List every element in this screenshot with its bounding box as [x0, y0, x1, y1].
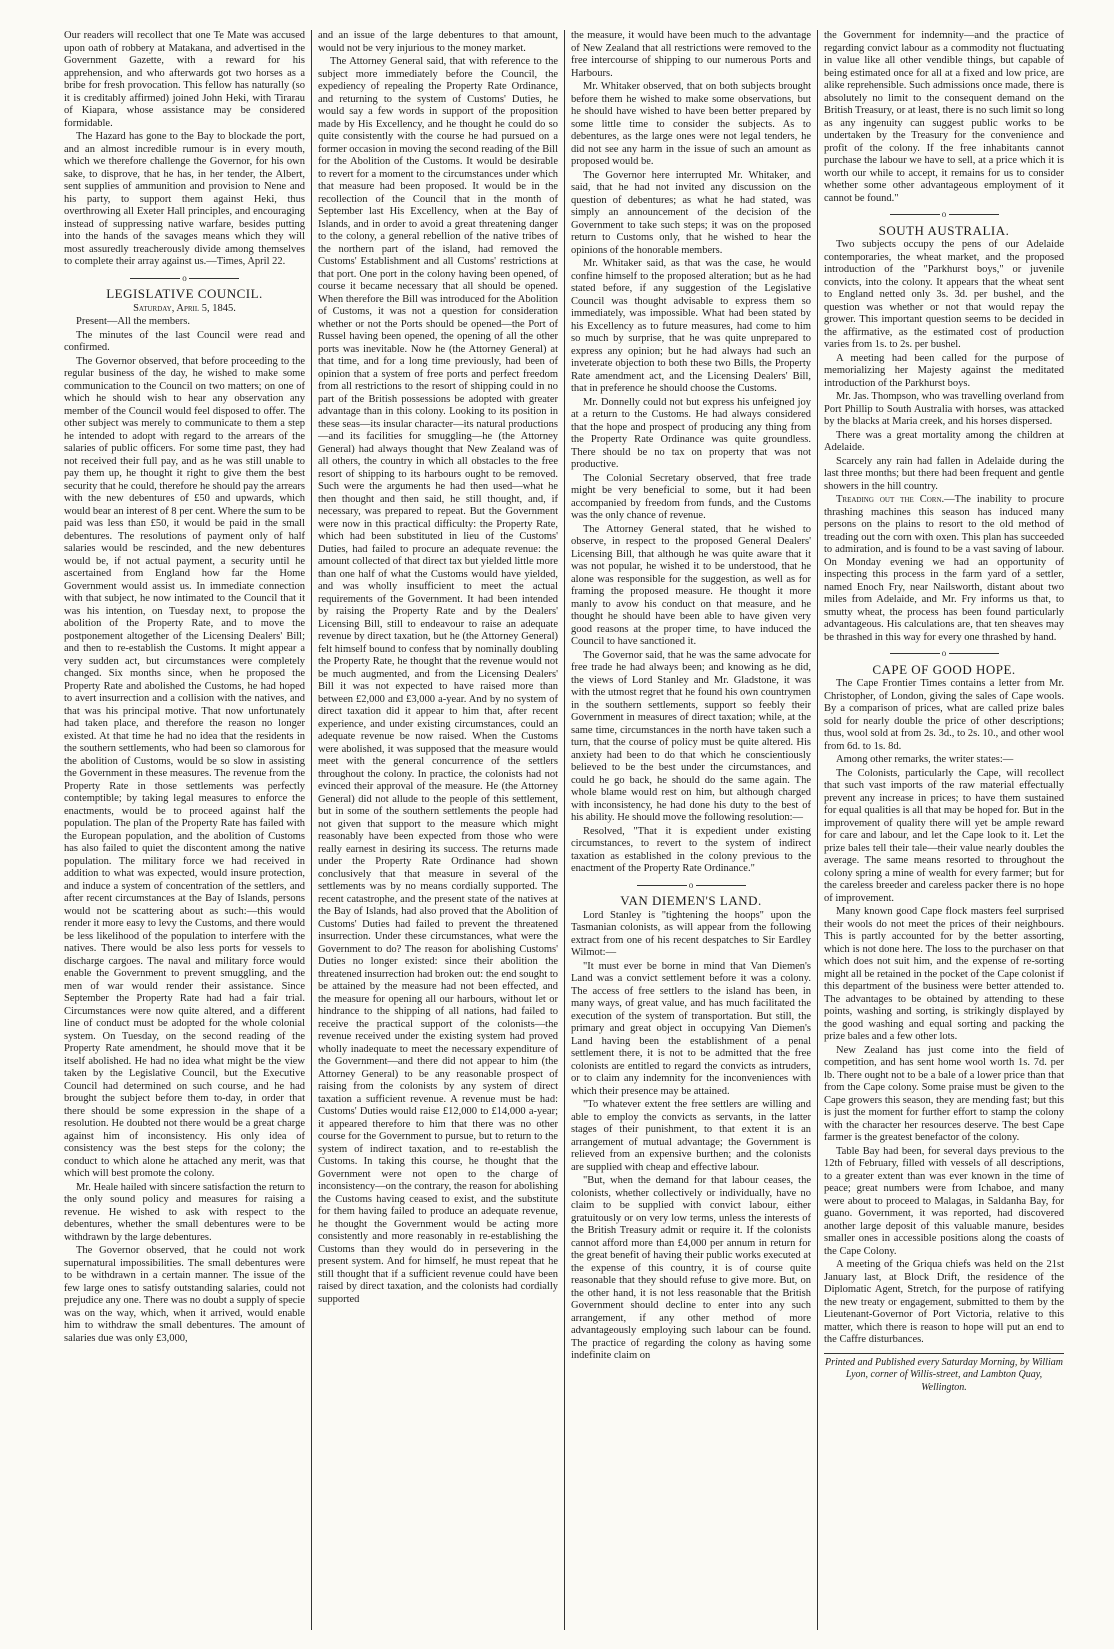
paragraph: The Attorney General said, that with reference to the subject more immediately before the Council, the expediency of repealing the Property Rate Ordinance, and returning to the system of Customs' Duties, he would say a few words in support of the proposition made by His Excellency, and he thought he could do so quite consistently with the course he had pursued on a former occasion in moving the second reading of the Bill for the Abolition of the Customs. It would be desirable to revert for a moment to the circumstances under which that measure had been proposed. It would be in the recollection of the Council that in the month of September last His Excellency, when at the Bay of Islands, and in order to avoid a great threatening danger to the colony, a general rebellion of the native tribes of the northern part of the island, had removed the Customs' Establishment and all Customs' restrictions at that port. One port in the colony having been opened, of course it became necessary that all should be opened. When therefore the Bill was introduced for the Abolition of Customs, it was not a question for consideration whether or not the Ports should be opened—the Port of Russel having been opened, the opening of all the other ports was inevitable. Now he (the Attorney General) at that time, and for a long time previously, had been of opinion that a system of free ports and perfect freedom from all restrictions to the resort of shipping could in no part of the British possessions be adopted with greater advantage than in this colony. Looking to its position in these seas—its insular character—its natural productions—and its facilities for smuggling—he (the Attorney General) had always thought that New Zealand was of all others, the country in which all obstacles to the free resort of shipping to its harbours ought to be removed. Such were the arguments he had then used—what he then thought and then said, he still thought, and, if necessary, was prepared to repeat. But the Government were now in this practical difficulty: the Property Rate, which had been substituted in lieu of the Customs' Duties, had failed to procure an adequate revenue: the amount collected of that direct tax but yielded little more than one half of what the Customs would have yielded, and was wholly insufficient to meet the actual requirements of the Government. It had been intended by raising the Property Rate and by the Dealers' Licensing Bill, still to endeavour to raise an adequate revenue by direct taxation, but he (the Attorney General) felt himself bound to confess that by nominally doubling the Property Rate, he thought that the revenue would not be much augmented, and from the Licensing Dealers' Bill it was not expected to have raised more than between £2,000 and £3,000 a-year. And by no system of direct taxation did it appear to him that, after recent experience, and under existing circumstances, could an adequate revenue be now raised. When the Customs were abolished, it was supposed that the measure would meet with the general concurrence of the settlers throughout the colony. In practice, the colonists had not evinced their approval of the measure. He (the Attorney General) did not allude to the people of this settlement, but in some of the southern settlements the people had not given that support to the measure which might reasonably have been expected from those who were really earnest in desiring its success. The returns made under the Property Rate Ordinance had shown conclusively that that measure in several of the settlements was by no means cordially supported. The recent catastrophe, and the present state of the natives at the Bay of Islands, had also proved that the Abolition of Customs' Duties had failed to prevent the threatened insurrection. Under these circumstances, what were the Government to do? The reason for abolishing Customs' Duties no longer existed: since their abolition the threatened insurrection had broken out: the end sought to be attained by the measure had not been effected, and the measure for opening all our harbours, without let or hindrance to the shipping of all nations, had failed to receive the practical support of the colonists—the revenue received under the existing system had proved wholly inadequate to meet the necessary expenditure of the Government—and there did not appear to him (the Attorney General) to be any reasonable prospect of raising from the colonists by any system of direct taxation a sufficient revenue. A revenue must be had: Customs' Duties would raise £12,000 to £14,000 a-year; it appeared therefore to him that there was no other course for the Government to pursue, but to return to the system of indirect taxation, and to re-establish the Customs. In taking this course, he thought that the Government were not open to the charge of inconsistency—on the contrary, the reason for abolishing the Customs having ceased to exist, and the substitute for them having failed to produce an adequate revenue, he thought the Government would be acting more consistently and more reasonably in re-establishing the Customs than they would do in persevering in the present system. And for himself, he must repeat that he still thought that if a sufficient revenue could have been raised by direct taxation, and the colonists had cordially supported — [318, 56, 558, 1305]
paragraph: The Attorney General stated, that he wished to observe, in respect to the proposed General Dealers' Licensing Bill, that although he was quite aware that it was not popular, he wished it to be understood, that he alone was responsible for the suggestion, as well as for framing the proposed measure. He thought it more manly to avow his conduct on that measure, and he thought he should have been able to have given very good reasons at the proper time, to have induced the Council to have sanctioned it. — [571, 523, 811, 647]
section-heading: CAPE OF GOOD HOPE. — [872, 661, 1016, 677]
paragraph: Lord Stanley is "tightening the hoops" upon the Tasmanian colonists, as will appear from the following extract from one of his recent despatches to Sir Eardley Wilmot:— — [571, 909, 811, 958]
paragraph — [824, 494, 1064, 644]
section-heading: SOUTH AUSTRALIA. — [878, 222, 1010, 238]
paragraph: the Government for indemnity—and the practice of regarding convict labour as a commodity not fluctuating in value like all other vendible things, but capable of being estimated once for all at a fixed and low price, are alike reprehensible. Such admissions once made, there is absolutely no limit to the consequent demand on the British Treasury, or at least, there is no such limit so long as any ingenuity can suggest public works to be undertaken by the Treasury for the convenience and profit of the colony. If the free inhabitants cannot purchase the labour we have to sell, at a price which it is worth our while to accept, it remains for us to consider whether some other advantageous employment of it cannot be found." — [824, 30, 1064, 204]
paragraph: Mr. Whitaker said, as that was the case, he would confine himself to the proposed alteration; but as he had stated before, if any suggestion of the Legislative Council was thought advisable to express them so immediately, was impossible. What had been stated by his Excellency as to future measures, had come to him so much by surprise, that he was quite unprepared to express any opinion; but he had always had such an inveterate objection to both these two Bills, the Property Rate amendment act, and the Licensing Dealers' Bill, that in preference he should choose the Customs. — [571, 258, 811, 394]
paragraph: the measure, it would have been much to the advantage of New Zealand that all restrictions were removed to the free intercourse of shipping to our numerous Ports and Harbours. — [571, 30, 811, 79]
newspaper-page — [58, 30, 1070, 1630]
section-divider: o — [64, 272, 305, 285]
paragraph: The Governor observed, that before proceeding to the regular business of the day, he wished to make some communication to the Council on two matters; on one of which he should wish to hear any observation any member of the Council would feel disposed to offer. The other subject was merely to communicate to them a step he intended to adopt with regard to the arrears of the salaries of public officers. For some time past, they had not received their full pay, and as he was still unable to pay them up, he thought it right to give them the best security that he could, therefore he should pay the arrears with the new debentures of £50 and upwards, which would bear an interest of 8 per cent. Where the sum to be paid was less than £50, it would be paid in the small debentures. The resolutions of payment only of half salaries would be rescinded, and the new debentures would be, if not actual payment, a security until he ascertained from England how far the Home Government would assist us. In immediate connection with that subject, he now intimated to the Council that it was his intention, on Tuesday next, to propose the abolition of the Property Rate, and to move the postponement altogether of the Licensing Dealers' Bill; and then to re-establish the Customs. It might appear a very sudden act, but circumstances were completely changed. Six months since, when he proposed the Property Rate and abolished the Customs, he had hoped to avert insurrection and a collision with the natives, and that was his principal motive. That now unfortunately had taken place, and therefore the reason no longer existed. At that time he had no idea that the residents in the southern settlements, who had been so clamorous for the abolition of Customs, would be so slow in assisting the Government in these measures. The revenue from the Property Rate in those settlements was perfectly contemptible; by taking legal measures to enforce the enactments, would be to proceed against half the population. The plan of the Property Rate has failed with the European population, and the abolition of Customs has also failed to quiet the discontent among the native population. The military force we had received in addition to what was expected, would insure protection, and induce a system of concentration of the settlers, and after recent circumstances at the Bay of Islands, persons would not be scattering about as such:—this would render it more easy to levy the Customs, and there would be less likelihood of the population to interfere with the natives. There would be also less ports for vessels to discharge cargoes. The naval and military force would enable the Government to prevent smuggling, and the men of war would render their assistance. Since September the Property Rate had had a fair trial. Circumstances were now quite altered, and a different line of conduct must be adopted for the whole colonial system. On Tuesday, on the second reading of the Property Rate amendment, he should move that it be itself abolished. He had no idea what might be the view taken by the Legislative Council, but the Executive Council had determined on such course, and he had brought the subject before them to-day, in order that there should be some expression in the shape of a resolution. He doubted not there would be a great charge against him of inconsistency. His only idea of consistency was the best steps for the colony; the conduct to which alone he attached any merit, was that which will best promote the colony. — [64, 355, 305, 1179]
paragraph: Two subjects occupy the pens of our Adelaide contemporaries, the wheat market, and the proposed introduction of the "Parkhurst boys," or juvenile convicts, into the colony. It appears that the wheat sent to England netted only 3s. 3d. per bushel, and the question was whether or not that would repay the grower. This important question seems to be decided in the affirmative, as the estimated cost of production varies from 1s. to 2s. per bushel. — [824, 239, 1064, 350]
paragraph: Scarcely any rain had fallen in Adelaide during the last three months; but there had been frequent and gentle showers in the hill country. — [824, 455, 1064, 492]
paragraph: Mr. Whitaker observed, that on both subjects brought before them he wished to make some observations, but he should have wished to have been better prepared by some little time to consider the subjects. As to debentures, as the large ones were not legal tenders, he did not see any harm in the issue of such an amount as proposed would be. — [571, 81, 811, 167]
paragraph: The Hazard has gone to the Bay to blockade the port, and an almost incredible rumour is in every mouth, which we therefore challenge the Governor, for his own sake, to disprove, that he has, in her tender, the Albert, sent supplies of ammunition and provision to Nene and his party, to support them against Heki, thus overthrowing all Exeter Hall principles, and encouraging instead of suppressing native warfare, besides putting into the hands of the savages means which they will most assuredly treacherously divide among themselves to complete their array against us.—Times, April 22. — [64, 131, 305, 267]
paragraph: "It must ever be borne in mind that Van Diemen's Land was a convict settlement before it was a colony. The access of free settlers to the island has been, in many ways, of great value, and has much facilitated the execution of the system of transportation. But still, the primary and great object in occupying Van Diemen's Land having been the establishment of a penal settlement there, it is not to be admitted that the free colonists are entitled to regard the convicts as intruders, or to claim any indemnity for the inconveniences with which their presence may be attained. — [571, 960, 811, 1097]
section-divider: o — [824, 208, 1064, 221]
column-4 — [817, 30, 1070, 1630]
paragraph: Mr. Donnelly could not but express his unfeigned joy at a return to the Customs. He had always considered that the hope and prospect of producing any thing from the Property Rate Ordinance was quite groundless. There should be no tax on property that was not productive. — [571, 396, 811, 470]
paragraph: The minutes of the last Council were read and confirmed. — [64, 329, 305, 353]
paragraph: A meeting of the Griqua chiefs was held on the 21st January last, at Block Drift, the residence of the Diplomatic Agent, Stretch, for the purpose of ratifying the new treaty or engagement, submitted to them by the Lieutenant-Governor of Port Victoria, relative to this matter, which there is reason to hope will put an end to the Caffre disturbances. — [824, 1259, 1064, 1345]
paragraph: New Zealand has just come into the field of competition, and has sent home wool worth 1s. 7d. per lb. There ought not to be a bale of a lower price than that from the Cape colony. Some praise must be given to the Cape growers this season, they are mending fast; but this is just the moment for further effort to stamp the colony with the character her resources deserve. The best Cape farmer is the greatest benefactor of the colony. — [824, 1044, 1064, 1143]
paragraph: Resolved, "That it is expedient under existing circumstances, to revert to the system of indirect taxation as established in the colony previous to the enactment of the Property Rate Ordinance." — [571, 825, 811, 874]
paragraph: Many known good Cape flock masters feel surprised their wools do not meet the prices of their neighbours. This is partly accounted for by the better assorting, which is not done here. The loss to the purchaser on that which does not suit him, and the expense of re-sorting might all be retained in the pocket of the Cape colonist if this department of the business were better attended to. The advantages to be obtained by attending to these points, washing and sorting, is strikingly displayed by the good washing and equal sorting and packing the prize bales and a few other lots. — [824, 906, 1064, 1042]
paragraph: and an issue of the large debentures to that amount, would not be very injurious to the money market. — [318, 30, 558, 54]
paragraph: "To whatever extent the free settlers are willing and able to employ the convicts as servants, in the latter stages of their punishment, to that extent it is an arrangement of mutual advantage; the Government is relieved from an expensive burthen; and the colonists are supplied with cheap and effective labour. — [571, 1099, 811, 1173]
section-divider: o — [571, 879, 811, 892]
paragraph-lead: Treading out the Corn. — [836, 494, 945, 505]
publisher-imprint: Printed and Published every Saturday Morning, by William Lyon, corner of Willis-street, and Lambton Quay, Wellington. — [824, 1353, 1064, 1395]
paragraph: There was a great mortality among the children at Adelaide. — [824, 429, 1064, 453]
paragraph: Mr. Jas. Thompson, who was travelling overland from Port Phillip to South Australia with horses, was attacked by the blacks at Maria creek, and his horses dispersed. — [824, 391, 1064, 427]
column-1 — [58, 30, 311, 1630]
column-3 — [564, 30, 817, 1630]
paragraph: Present—All the members. — [76, 316, 191, 327]
paragraph-body: —The inability to procure thrashing machines this season has induced many persons on the plains to resort to the old method of treading out the corn with oxen. This plan has succeeded to admiration, and is found to be a vast saving of labour. On Monday evening we had an opportunity of inspecting this process in the farm yard of a settler, named Enoch Fry, near Nailsworth, distant about two miles from Adelaide, and Mr. Fry informs us that, to smutty wheat, the process has been found particularly advantageous. His calculations are, that ten sheaves may be thrashed in this way for every one thrashed by hand. — [824, 494, 1064, 643]
section-divider: o — [824, 647, 1064, 660]
paragraph: Among other remarks, the writer states:— — [836, 754, 1014, 765]
section-date: Saturday, April 5, 1845. — [133, 302, 236, 314]
paragraph: The Governor said, that he was the same advocate for free trade he had always been; and knowing as he did, the views of Lord Stanley and Mr. Gladstone, it was with the utmost regret that he found his own countrymen in the southern settlements, support so feebly their Government in measures of direct taxation; while, at the same time, circumstances in the north have taken such a turn, that the course of policy must be quite altered. His anxiety had been to do that which he conscientiously believed to be the best under the circumstances, and could he go back, he should do the same again. The whole blame would rest on him, but although charged with inconsistency, he had done his duty to the best of his ability. He should move the following resolution:— — [571, 649, 811, 823]
paragraph: The Colonial Secretary observed, that free trade might be very beneficial to some, but it had been accompanied by freedom from funds, and the Customs was the only chance of revenue. — [571, 472, 811, 521]
paragraph: The Colonists, particularly the Cape, will recollect that such vast imports of the raw material effectually prevent any increase in prices; to have them sustained for equal qualities is all that may be hoped for. But in the improvement of quality there will yet be ample reward for care and labour, and let the Cape look to it. Let the prize bales tell their tale—their value nearly doubles the average. The same means resorted to throughout the colony spring a mine of wealth for every farmer; but for the careless breeder and careless packer there is no hope of improvement. — [824, 767, 1064, 904]
paragraph: The Governor here interrupted Mr. Whitaker, and said, that he had not invited any discussion on the question of debentures; as what he had stated, was simply an announcement of the decision of the Government to take such steps; it was on the proposed return to Customs only, that he wished to hear the opinions of the honorable members. — [571, 169, 811, 256]
paragraph: Our readers will recollect that one Te Mate was accused upon oath of robbery at Matakana, and advertised in the Government Gazette, with a reward for his apprehension, and who afterwards got two horses as a bribe for fresh provocation. This fellow has naturally (so it is creditably affirmed) joined John Heki, with Tirarau of Kiapara, whose assistance may be considered formidable. — [64, 30, 305, 129]
paragraph: Table Bay had been, for several days previous to the 12th of February, filled with vessels of all descriptions, to a greater extent than was ever known in the time of peace; great numbers were from Ichaboe, and many were about to proceed to Malagas, in Saldanha Bay, for guano. Government, it was reported, had discovered another large deposit of this valuable manure, besides smaller ones in accessible positions along the coasts of the Cape Colony. — [824, 1145, 1064, 1257]
section-heading: LEGISLATIVE COUNCIL. — [106, 286, 263, 301]
paragraph: Mr. Heale hailed with sincere satisfaction the return to the only sound policy and measures for raising a revenue. He wished to ask with respect to the debentures, whether the small debentures were to be withdrawn by the large debentures. — [64, 1181, 305, 1243]
column-2 — [311, 30, 564, 1630]
paragraph: A meeting had been called for the purpose of memorializing her Majesty against the meditated introduction of the Parkhurst boys. — [824, 352, 1064, 389]
paragraph: The Cape Frontier Times contains a letter from Mr. Christopher, of London, giving the sales of Cape wools. By a comparison of prices, what are called prize bales sold for nearly double the price of other descriptions; thus, wool sold at from 2s. 3d., to 2s. 10., and other wool from 6d. to 1s. 8d. — [824, 678, 1064, 752]
paragraph: The Governor observed, that he could not work supernatural impossibilities. The small debentures were to be withdrawn in a certain manner. The issue of the few large ones to satisfy outstanding salaries, could not prejudice any one. There was no doubt a supply of specie was on the way, which, when it arrived, would enable him to withdraw the small debentures. The amount of salaries due was only £3,000, — [64, 1245, 305, 1344]
section-heading: VAN DIEMEN'S LAND. — [620, 893, 762, 908]
paragraph: "But, when the demand for that labour ceases, the colonists, whether collectively or individually, have no claim to be supplied with convict labour, either gratuitously or on very low terms, unless the interests of the British Treasury admit or require it. If the colonists cannot afford more than £4,000 per annum in return for the great benefit of having their public works executed at the expense of this country, it is of course quite reasonable that they should refuse to give more. But, on the other hand, it is not less reasonable that the British Government should decline to enter into any such arrangement, if any other method of more advantageously employing such labour can be found. The practice of regarding the colony as having some indefinite claim on — [571, 1175, 811, 1361]
